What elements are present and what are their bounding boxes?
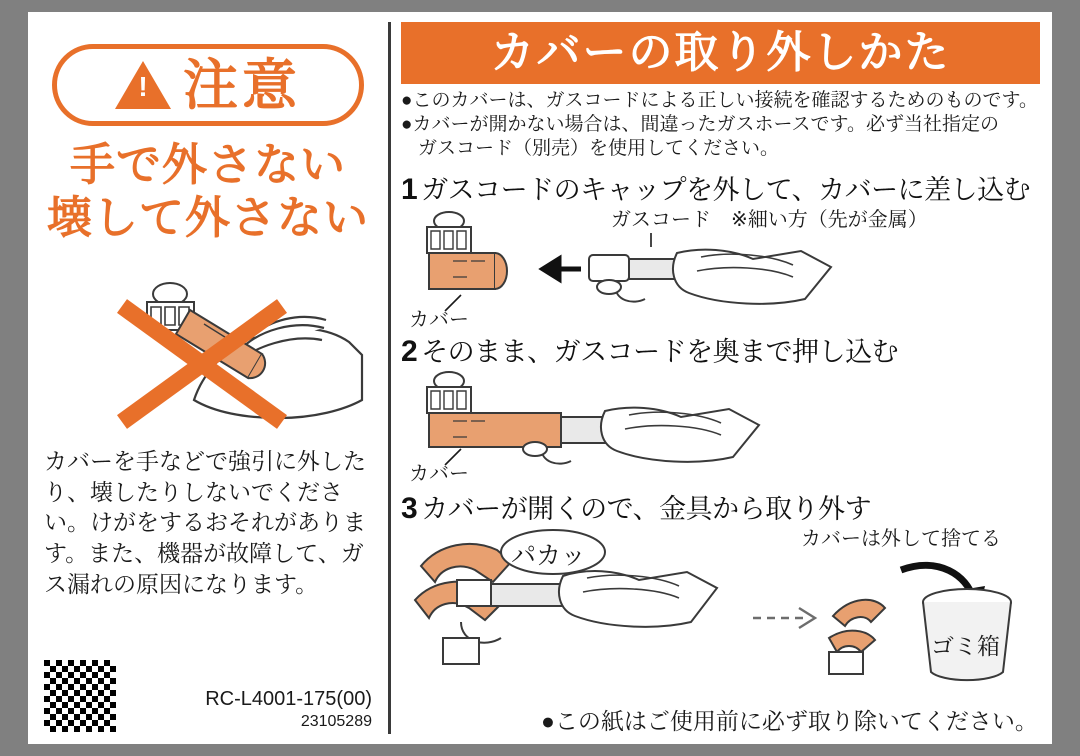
step-3-illustration	[401, 526, 1040, 686]
step-1-label-gascord: ガスコード ※細い方（先が金属）	[611, 209, 928, 232]
caution-label: 注意	[182, 53, 301, 116]
final-note: ●この紙はご使用前に必ず取り除いてください。	[541, 708, 1038, 734]
warning-line-1: 手で外さない	[69, 139, 346, 190]
document-code-block	[205, 687, 372, 732]
do-not-remove-by-hand-illustration	[44, 250, 374, 440]
bullet-2: ●カバーが開かない場合は、間違ったガスホースです。必ず当社指定の	[401, 113, 1000, 135]
step-3-label-trash: ゴミ箱	[931, 633, 1000, 660]
left-footer	[44, 660, 372, 732]
step-1-label-cover: カバー	[409, 309, 469, 332]
intro-bullets	[401, 90, 1040, 160]
qr-code-icon	[44, 660, 116, 732]
step-1-illustration	[401, 207, 1040, 332]
step-2-heading	[401, 330, 1040, 369]
warning-triangle-icon	[115, 61, 171, 109]
step-2-text: そのまま、ガスコードを奥まで押し込む	[421, 337, 899, 368]
step-2-number: 2	[401, 335, 418, 369]
caution-banner	[52, 44, 364, 126]
bullet-1: ●このカバーは、ガスコードによる正しい接続を確認するためのものです。	[401, 90, 1038, 111]
warning-lines	[44, 138, 372, 244]
left-body-text: カバーを手などで強引に外したり、壊したりしないでください。けがをするおそれがあります。また、機器が故障して、ガス漏れの原因になります。	[44, 448, 366, 597]
warning-line-2: 壊して外さない	[46, 192, 369, 244]
step-1-number: 1	[401, 173, 418, 207]
right-panel	[391, 12, 1052, 744]
left-panel	[28, 12, 388, 744]
step-1-heading	[401, 168, 1040, 207]
step-2-drawing	[401, 369, 1031, 479]
step-3-heading	[401, 487, 1040, 526]
step-1-text: ガスコードのキャップを外して、カバーに差し込む	[421, 175, 1031, 206]
step-2-illustration	[401, 369, 1040, 486]
step-3-text: カバーが開くので、金具から取り外す	[421, 494, 872, 525]
page-title: カバーの取り外しかた	[401, 22, 1040, 84]
step-3-label-pakatsu: パカッ	[511, 542, 586, 571]
bullet-3: ガスコード（別売）を使用してください。	[418, 137, 780, 159]
hand-breaking-cover-drawing	[44, 250, 374, 440]
step-3-label-discard: カバーは外して捨てる	[801, 528, 1001, 551]
document-number: 23105289	[300, 713, 372, 730]
instruction-sheet	[28, 12, 1052, 744]
step-3-number: 3	[401, 492, 418, 526]
step-2-label-cover: カバー	[409, 463, 469, 486]
document-code: RC-L4001-175(00)	[205, 688, 372, 710]
